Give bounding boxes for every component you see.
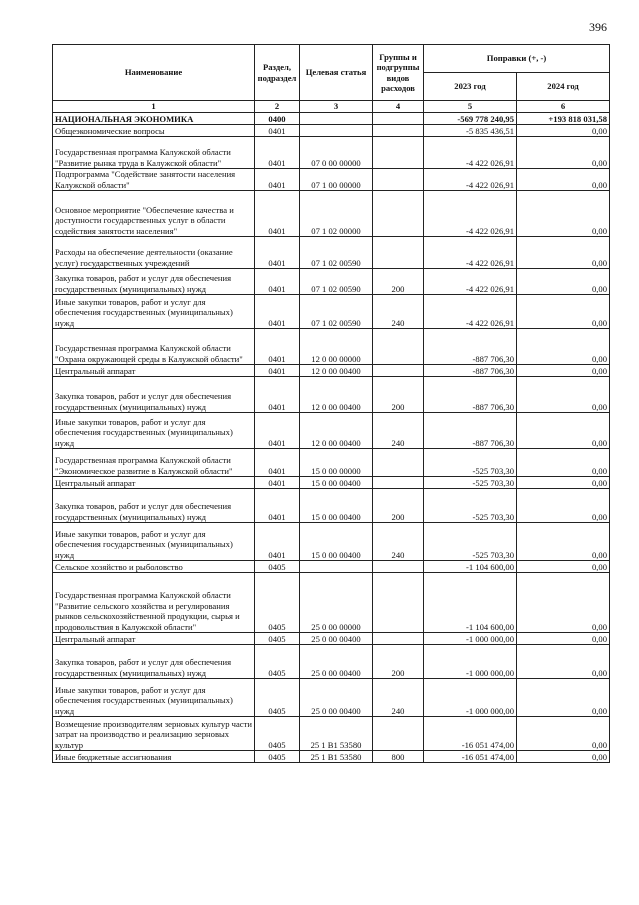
row-target: 25 0 00 00000	[300, 573, 373, 633]
row-value-2024: 0,00	[517, 751, 610, 763]
row-value-2023: -16 051 474,00	[424, 751, 517, 763]
table-row	[53, 191, 610, 237]
table-row	[53, 633, 610, 645]
row-value-2024: 0,00	[517, 489, 610, 523]
row-value-2024: 0,00	[517, 169, 610, 191]
row-name: Государственная программа Калужской области "Экономическое развитие в Калужской области"	[53, 449, 255, 477]
row-target: 07 1 02 00590	[300, 237, 373, 269]
row-name: Иные закупки товаров, работ и услуг для обеспечения государственных (муниципальных) нужд	[53, 679, 255, 717]
row-value-2024: 0,00	[517, 633, 610, 645]
row-value-2023: -1 000 000,00	[424, 645, 517, 679]
row-name: Основное мероприятие "Обеспечение качества и доступности государственных услуг в области содействия занятости населения"	[53, 191, 255, 237]
row-value-2024: 0,00	[517, 573, 610, 633]
table-row	[53, 717, 610, 751]
row-group	[373, 237, 424, 269]
row-group	[373, 113, 424, 125]
row-value-2024: 0,00	[517, 561, 610, 573]
table-row	[53, 523, 610, 561]
row-value-2023: -525 703,30	[424, 523, 517, 561]
table-row	[53, 125, 610, 137]
row-name: Закупка товаров, работ и услуг для обеспечения государственных (муниципальных) нужд	[53, 489, 255, 523]
row-group	[373, 573, 424, 633]
row-section: 0401	[255, 137, 300, 169]
row-value-2023: -887 706,30	[424, 329, 517, 365]
row-target: 07 1 02 00590	[300, 295, 373, 329]
row-value-2024: 0,00	[517, 329, 610, 365]
row-value-2023: -525 703,30	[424, 449, 517, 477]
row-section: 0405	[255, 633, 300, 645]
row-value-2023: -4 422 026,91	[424, 137, 517, 169]
table-row	[53, 295, 610, 329]
row-value-2024: 0,00	[517, 377, 610, 413]
table-row	[53, 137, 610, 169]
row-value-2023: -1 000 000,00	[424, 633, 517, 645]
row-target	[300, 561, 373, 573]
row-name: Общеэкономические вопросы	[53, 125, 255, 137]
row-value-2023: -4 422 026,91	[424, 191, 517, 237]
column-number: 2	[255, 101, 300, 113]
row-target: 25 0 00 00400	[300, 679, 373, 717]
row-section: 0401	[255, 269, 300, 295]
row-group: 240	[373, 679, 424, 717]
row-name: Возмещение производителям зерновых культур части затрат на производство и реализацию зерновых культур	[53, 717, 255, 751]
row-value-2024: 0,00	[517, 645, 610, 679]
row-name: Центральный аппарат	[53, 633, 255, 645]
table-row	[53, 679, 610, 717]
table-row	[53, 449, 610, 477]
row-value-2024: 0,00	[517, 125, 610, 137]
row-group	[373, 329, 424, 365]
table-row	[53, 561, 610, 573]
table-row	[53, 645, 610, 679]
row-name: Иные бюджетные ассигнования	[53, 751, 255, 763]
row-value-2024: 0,00	[517, 191, 610, 237]
row-group	[373, 561, 424, 573]
row-group: 800	[373, 751, 424, 763]
row-section: 0405	[255, 679, 300, 717]
row-section: 0401	[255, 523, 300, 561]
row-section: 0401	[255, 449, 300, 477]
row-section: 0401	[255, 237, 300, 269]
row-value-2023: -887 706,30	[424, 413, 517, 449]
row-value-2023: -525 703,30	[424, 489, 517, 523]
row-value-2023: -887 706,30	[424, 377, 517, 413]
row-section: 0405	[255, 645, 300, 679]
row-section: 0401	[255, 295, 300, 329]
row-value-2024: 0,00	[517, 269, 610, 295]
row-name: Иные закупки товаров, работ и услуг для обеспечения государственных (муниципальных) нужд	[53, 413, 255, 449]
row-value-2024: 0,00	[517, 477, 610, 489]
row-group: 240	[373, 523, 424, 561]
row-target: 25 0 00 00400	[300, 633, 373, 645]
row-target: 25 1 B1 53580	[300, 751, 373, 763]
row-target: 12 0 00 00400	[300, 413, 373, 449]
row-value-2024: 0,00	[517, 679, 610, 717]
row-value-2024: 0,00	[517, 295, 610, 329]
table-body	[53, 113, 610, 763]
row-target: 15 0 00 00400	[300, 477, 373, 489]
row-value-2023: -5 835 436,51	[424, 125, 517, 137]
row-name: Государственная программа Калужской области "Развитие рынка труда в Калужской области"	[53, 137, 255, 169]
row-name: Государственная программа Калужской области "Развитие сельского хозяйства и регулирования рынков сельскохозяйственной продукции, сырья и продовольствия в Калужской области"	[53, 573, 255, 633]
row-section: 0401	[255, 191, 300, 237]
row-section: 0400	[255, 113, 300, 125]
header-groups: Группы и подгруппы видов расходов	[373, 45, 424, 101]
row-target: 12 0 00 00000	[300, 329, 373, 365]
column-number: 4	[373, 101, 424, 113]
row-target: 15 0 00 00400	[300, 489, 373, 523]
table-row	[53, 269, 610, 295]
row-target: 07 1 02 00590	[300, 269, 373, 295]
row-value-2023: -887 706,30	[424, 365, 517, 377]
row-value-2023: -569 778 240,95	[424, 113, 517, 125]
header-section: Раздел, подраздел	[255, 45, 300, 101]
row-name: Центральный аппарат	[53, 477, 255, 489]
row-section: 0401	[255, 477, 300, 489]
row-target: 12 0 00 00400	[300, 365, 373, 377]
column-number: 3	[300, 101, 373, 113]
row-group	[373, 169, 424, 191]
row-target	[300, 113, 373, 125]
table-row	[53, 169, 610, 191]
column-number: 1	[53, 101, 255, 113]
row-section: 0401	[255, 125, 300, 137]
page-number: 396	[589, 20, 607, 34]
header-target: Целевая статья	[300, 45, 373, 101]
row-target: 25 1 B1 53580	[300, 717, 373, 751]
table-row	[53, 573, 610, 633]
table-row	[53, 377, 610, 413]
column-number: 6	[517, 101, 610, 113]
row-target: 07 1 00 00000	[300, 169, 373, 191]
header-name: Наименование	[53, 45, 255, 101]
row-group: 240	[373, 295, 424, 329]
row-group	[373, 477, 424, 489]
row-section: 0401	[255, 489, 300, 523]
row-name: Государственная программа Калужской области "Охрана окружающей среды в Калужской области"	[53, 329, 255, 365]
table-row	[53, 113, 610, 125]
row-group	[373, 365, 424, 377]
row-value-2023: -16 051 474,00	[424, 717, 517, 751]
row-section: 0405	[255, 561, 300, 573]
row-section: 0405	[255, 751, 300, 763]
row-target: 15 0 00 00000	[300, 449, 373, 477]
row-section: 0401	[255, 377, 300, 413]
table-row	[53, 413, 610, 449]
row-group	[373, 717, 424, 751]
table-row	[53, 329, 610, 365]
row-value-2024: 0,00	[517, 413, 610, 449]
row-name: Подпрограмма "Содействие занятости населения Калужской области"	[53, 169, 255, 191]
row-value-2023: -1 104 600,00	[424, 561, 517, 573]
budget-table	[52, 44, 610, 763]
row-section: 0401	[255, 169, 300, 191]
row-group: 240	[373, 413, 424, 449]
row-group: 200	[373, 377, 424, 413]
row-group: 200	[373, 269, 424, 295]
row-group	[373, 633, 424, 645]
header-year-2023: 2023 год	[424, 73, 517, 101]
row-value-2023: -1 000 000,00	[424, 679, 517, 717]
row-name: Закупка товаров, работ и услуг для обеспечения государственных (муниципальных) нужд	[53, 269, 255, 295]
row-section: 0401	[255, 413, 300, 449]
header-amendments: Поправки (+, -)	[424, 45, 610, 73]
row-value-2024: 0,00	[517, 237, 610, 269]
row-section: 0405	[255, 717, 300, 751]
table-row	[53, 477, 610, 489]
table-row	[53, 489, 610, 523]
row-value-2023: -4 422 026,91	[424, 237, 517, 269]
row-group	[373, 191, 424, 237]
row-group: 200	[373, 645, 424, 679]
row-name: Иные закупки товаров, работ и услуг для обеспечения государственных (муниципальных) нужд	[53, 295, 255, 329]
row-value-2023: -525 703,30	[424, 477, 517, 489]
row-group	[373, 137, 424, 169]
row-value-2023: -4 422 026,91	[424, 169, 517, 191]
row-target	[300, 125, 373, 137]
table-row	[53, 751, 610, 763]
row-group	[373, 449, 424, 477]
row-group	[373, 125, 424, 137]
row-value-2023: -1 104 600,00	[424, 573, 517, 633]
row-name: Иные закупки товаров, работ и услуг для обеспечения государственных (муниципальных) нужд	[53, 523, 255, 561]
row-value-2024: 0,00	[517, 365, 610, 377]
row-value-2024: 0,00	[517, 449, 610, 477]
row-value-2023: -4 422 026,91	[424, 269, 517, 295]
row-value-2024: 0,00	[517, 717, 610, 751]
row-name: Закупка товаров, работ и услуг для обеспечения государственных (муниципальных) нужд	[53, 377, 255, 413]
row-name: Расходы на обеспечение деятельности (оказание услуг) государственных учреждений	[53, 237, 255, 269]
row-value-2024: +193 818 031,58	[517, 113, 610, 125]
row-name: Центральный аппарат	[53, 365, 255, 377]
row-group: 200	[373, 489, 424, 523]
row-target: 25 0 00 00400	[300, 645, 373, 679]
row-target: 15 0 00 00400	[300, 523, 373, 561]
header-year-2024: 2024 год	[517, 73, 610, 101]
row-target: 07 1 02 00000	[300, 191, 373, 237]
row-target: 07 0 00 00000	[300, 137, 373, 169]
row-value-2023: -4 422 026,91	[424, 295, 517, 329]
table-row	[53, 237, 610, 269]
row-section: 0405	[255, 573, 300, 633]
row-value-2024: 0,00	[517, 523, 610, 561]
table-row	[53, 365, 610, 377]
column-number: 5	[424, 101, 517, 113]
row-target: 12 0 00 00400	[300, 377, 373, 413]
row-name: Закупка товаров, работ и услуг для обеспечения государственных (муниципальных) нужд	[53, 645, 255, 679]
row-value-2024: 0,00	[517, 137, 610, 169]
row-section: 0401	[255, 365, 300, 377]
row-name: Сельское хозяйство и рыболовство	[53, 561, 255, 573]
row-name: НАЦИОНАЛЬНАЯ ЭКОНОМИКА	[53, 113, 255, 125]
row-section: 0401	[255, 329, 300, 365]
